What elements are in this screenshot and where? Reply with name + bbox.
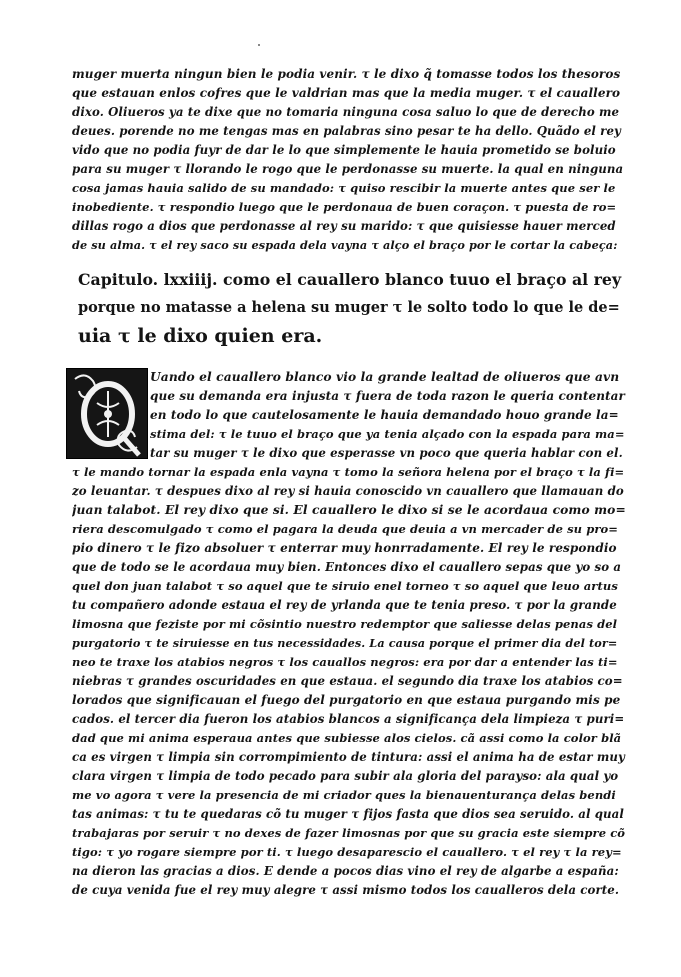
chapter-heading-line: porque no matasse a helena su muger τ le solto todo lo que le de= [78, 299, 620, 316]
text-line: na dieron las gracias a dios. E dende a pocos dias vino el rey de algarbe a españa: [72, 864, 619, 878]
text-line: zo leuantar. τ despues dixo al rey si hauia conoscido vn cauallero que llamauan do [72, 484, 624, 498]
text-line: tar su muger τ le dixo que esperasse vn poco que queria hablar con el. [150, 446, 623, 460]
text-line: inobediente. τ respondio luego que le perdonaua de buen coraçon. τ puesta de ro= [72, 200, 617, 214]
decorated-initial [66, 368, 148, 459]
text-line: de cuya venida fue el rey muy alegre τ assi mismo todos los caualleros dela corte. [72, 883, 620, 897]
text-line: dillas rogo a dios que perdonasse al rey su marido: τ que quisiesse hauer merced [72, 219, 616, 233]
text-line: riera descomulgado τ como el pagara la deuda que deuia a vn mercader de su pro= [72, 522, 619, 536]
text-line: tas animas: τ tu te quedaras cõ tu muger τ fijos fasta que dios sea seruido. al qual [72, 807, 624, 821]
chapter-heading-line: Capitulo. lxxiiij. como el cauallero blanco tuuo el braço al rey [78, 270, 622, 289]
text-line: cosa jamas hauia salido de su mandado: τ quiso rescibir la muerte antes que ser le [72, 181, 616, 195]
chapter-heading-line: uia τ le dixo quien era. [78, 325, 323, 347]
scan-speck [258, 44, 260, 46]
text-line: juan talabot. El rey dixo que si. El cauallero le dixo si se le acordaua como mo= [72, 502, 626, 517]
initial-ornament-icon [67, 369, 147, 458]
text-line: neo te traxe los atabios negros τ los cauallos negros: era por dar a entender las ti= [72, 655, 618, 669]
text-line: lorados que significauan el fuego del purgatorio en que estaua purgando mis pe [72, 693, 621, 707]
text-line: purgatorio τ te siruiesse en tus necessidades. La causa porque el primer dia del tor= [72, 636, 618, 650]
text-line: tu compañero adonde estaua el rey de yrlanda que te tenia preso. τ por la grande [72, 598, 617, 612]
text-line: pio dinero τ le fizo absoluer τ enterrar muy honrradamente. El rey le respondio [72, 541, 617, 555]
text-line: stima del: τ le tuuo el braço que ya tenia alçado con la espada para ma= [150, 427, 625, 441]
text-line: deues. porende no me tengas mas en palabras sino pesar te ha dello. Quãdo el rey [72, 124, 621, 138]
text-line: que de todo se le acordaua muy bien. Entonces dixo el cauallero sepas que yo so a [72, 560, 622, 574]
text-line: limosna que feziste por mi cõsintio nuestro redemptor que saliesse delas penas del [72, 617, 618, 631]
text-line: muger muerta ningun bien le podia venir. τ le dixo q̃ tomasse todos los thesoros [72, 67, 621, 81]
text-line: trabajaras por seruir τ no dexes de fazer limosnas por que su gracia este siempre cõ [72, 826, 626, 840]
text-line: quel don juan talabot τ so aquel que te siruio enel torneo τ so aquel que leuo artus [72, 579, 618, 593]
text-line: me vo agora τ vere la presencia de mi criador ques la bienauenturança delas bendi [72, 788, 616, 802]
text-line: dad que mi anima esperaua antes que subiesse alos cielos. cã assi como la color blã [72, 731, 622, 745]
text-line: para su muger τ llorando le rogo que le perdonasse su muerte. la qual en ninguna [72, 162, 624, 176]
text-line: vido que no podia fuyr de dar le lo que simplemente le hauia prometido se boluio [72, 143, 616, 157]
text-line: de su alma. τ el rey saco su espada dela vayna τ alço el braço por le cortar la cabeça: [72, 238, 618, 252]
text-line: que su demanda era injusta τ fuera de toda razon le queria contentar [150, 389, 625, 403]
text-line: cados. el tercer dia fueron los atabios blancos a significança dela limpieza τ puri= [72, 712, 625, 726]
text-line: dixo. Oliueros ya te dixe que no tomaria ninguna cosa saluo lo que de derecho me [72, 105, 620, 119]
text-line: τ le mando tornar la espada enla vayna τ tomo la señora helena por el braço τ la fi= [72, 465, 625, 479]
text-line: en todo lo que cautelosamente le hauia demandado houo grande la= [150, 408, 619, 422]
text-line: niebras τ grandes oscuridades en que estaua. el segundo dia traxe los atabios co= [72, 674, 623, 688]
text-line: que estauan enlos cofres que le valdrian mas que la media muger. τ el cauallero [72, 86, 621, 100]
text-line: clara virgen τ limpia de todo pecado para subir ala gloria del parayso: ala qual yo [72, 769, 619, 783]
text-line: Uando el cauallero blanco vio la grande lealtad de oliueros que avn [150, 369, 620, 384]
text-line: tigo: τ yo rogare siempre por ti. τ luego desaparescio el cauallero. τ el rey τ la rey= [72, 845, 622, 859]
text-line: ca es virgen τ limpia sin corrompimiento de tintura: assi el anima ha de estar muy [72, 750, 625, 764]
